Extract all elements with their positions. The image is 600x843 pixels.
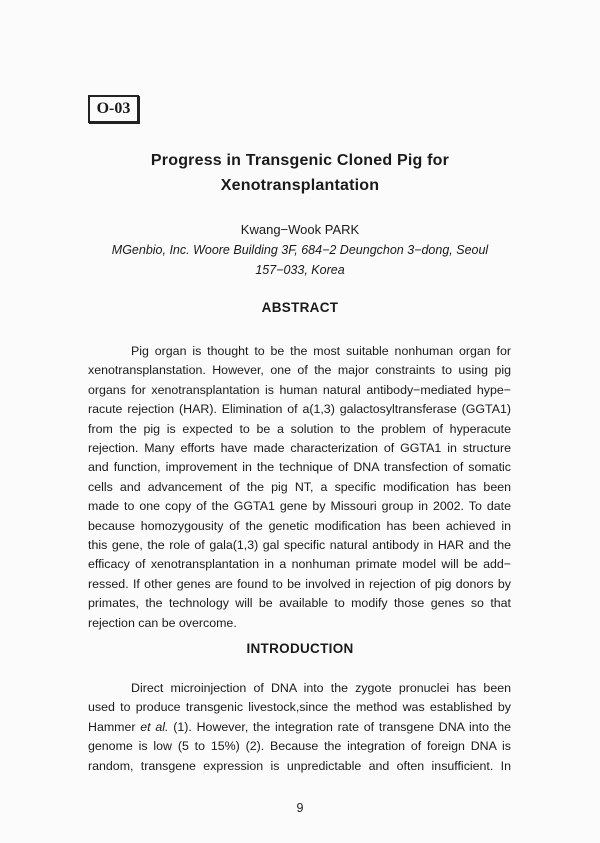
intro-line: random, transgene expression is unpredictable and often insufficient. In <box>88 758 511 773</box>
introduction-heading: INTRODUCTION <box>246 641 354 656</box>
abstract-line: efficacy of xenotransplantation in a nonhuman primate model will be add− <box>88 557 511 572</box>
abstract-code-box: O-03 <box>88 95 139 123</box>
abstract-line: because homozygousity of the genetic modification has been achieved in <box>88 518 511 533</box>
abstract-line: from the pig is expected to be a solution to the problem of hyperacute <box>88 421 511 436</box>
abstract-line: primates, the technology will be available to modify those genes so that <box>88 596 511 611</box>
affiliation-line: MGenbio, Inc. Woore Building 3F, 684−2 Deungchon 3−dong, Seoul <box>111 243 489 257</box>
intro-line: Direct microinjection of DNA into the zygote pronuclei has been <box>131 681 511 695</box>
intro-line: used to produce transgenic livestock,since the method was established by <box>88 700 511 715</box>
introduction-body <box>88 679 511 776</box>
citation-etal: et al. <box>140 719 169 734</box>
paper-title <box>100 148 500 198</box>
title-line: Progress in Transgenic Cloned Pig for <box>150 152 450 169</box>
title-line: Xenotransplantation <box>220 177 380 194</box>
abstract-line: rejection. Many efforts have made characterization of GGTA1 in structure <box>88 441 511 456</box>
intro-line <box>88 718 511 737</box>
abstract-line: Pig organ is thought to be the most suitable nonhuman organ for <box>131 344 511 358</box>
page-number: 9 <box>296 801 304 815</box>
abstract-line: organs for xenotransplantation is human natural antibody−mediated hype− <box>88 382 511 397</box>
abstract-line: cells and advancement of the pig NT, a specific modification has been <box>88 479 511 494</box>
abstract-line: made to one copy of the GGTA1 gene by Missouri group in 2002. To date <box>88 499 511 514</box>
intro-text: Hammer <box>88 719 141 734</box>
author-affiliation <box>90 240 510 280</box>
abstract-body <box>88 342 511 633</box>
affiliation-line: 157−033, Korea <box>255 263 345 277</box>
author-name: Kwang−Wook PARK <box>240 222 360 237</box>
abstract-line: rejection can be overcome. <box>88 615 237 630</box>
abstract-line: and function, improvement in the technique of DNA transfection of somatic <box>88 460 511 475</box>
intro-line: genome is low (5 to 15%) (2). Because the integration of foreign DNA is <box>88 739 511 754</box>
abstract-line: this gene, the role of gala(1,3) gal specific natural antibody in HAR and the <box>88 538 511 553</box>
abstract-line: ressed. If other genes are found to be involved in rejection of pig donors by <box>88 576 511 591</box>
abstract-heading: ABSTRACT <box>261 300 339 315</box>
intro-text: (1). However, the integration rate of transgene DNA into the <box>168 719 511 734</box>
abstract-line: xenotransplanstation. However, one of the major constraints to using pig <box>88 363 511 378</box>
abstract-line: racute rejection (HAR). Elimination of a(1,3) galactosyltransferase (GGTA1) <box>88 402 511 417</box>
